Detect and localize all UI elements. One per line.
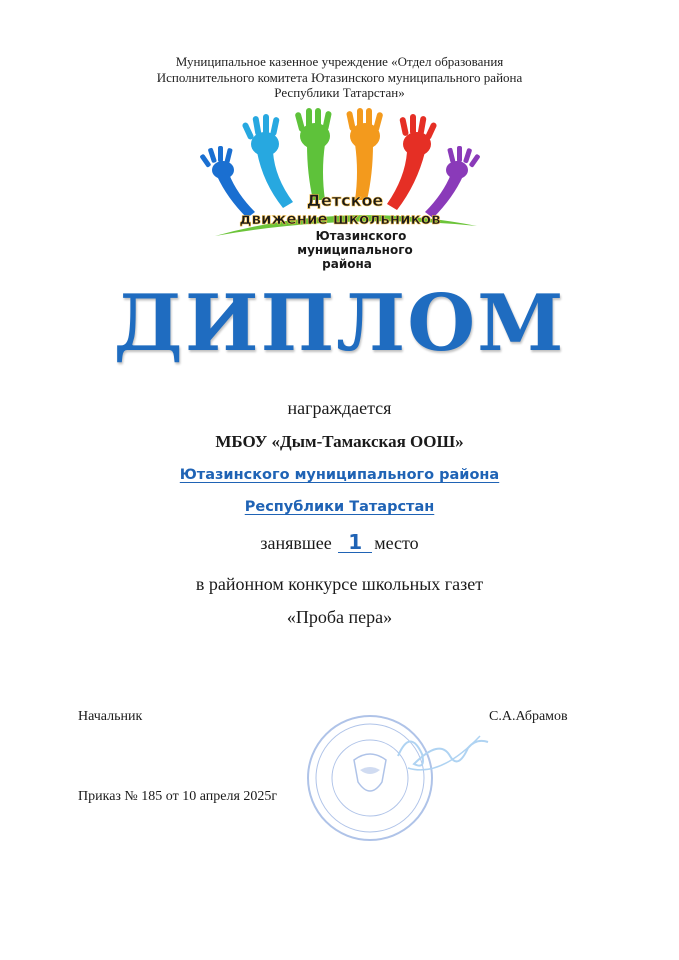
district-line [0,466,679,484]
republic-text: Республики Татарстан [244,499,435,515]
contest-line: в районном конкурсе школьных газет [195,574,484,594]
place-line [0,532,679,554]
district-text: Ютазинского муниципального района [179,467,500,483]
hand-blue-dark [199,146,255,218]
signature-scribble [398,741,488,766]
organization-name: МБОУ «Дым-Тамакская ООШ» [215,432,464,451]
official-stamp [290,708,500,846]
diploma-title: ДИПЛОМ [113,278,566,369]
hand-green [295,108,332,200]
place-suffix: место [374,533,419,553]
issuer-header [0,54,679,101]
awarded-text: награждается [287,398,392,418]
republic-line [0,498,679,516]
logo-text-2: движение школьников [239,210,441,228]
hand-orange [346,108,383,200]
contest-name: «Проба пера» [286,607,393,627]
logo-text-5: района [322,257,372,271]
signatory-title: Начальник [78,709,143,724]
hand-purple [425,146,481,218]
place-prefix: занявшее [260,533,332,553]
header-line-3: Республики Татарстан» [274,85,405,100]
header-line-2: Исполнительного комитета Ютазинского муниципального района [156,69,523,85]
order-reference: Приказ № 185 от 10 апреля 2025г [78,789,278,804]
header-line-1: Муниципальное казенное учреждение «Отдел образования [175,54,504,69]
hand-red [387,114,438,210]
logo-text-1: Детское [306,191,384,210]
place-number: 1 [338,532,372,553]
hand-blue-light [241,114,293,208]
children-movement-logo [195,108,485,273]
signatory-name: С.А.Абрамов [489,709,568,724]
logo-text-3: Ютазинского [315,229,407,243]
logo-text-4: муниципального [297,243,413,257]
